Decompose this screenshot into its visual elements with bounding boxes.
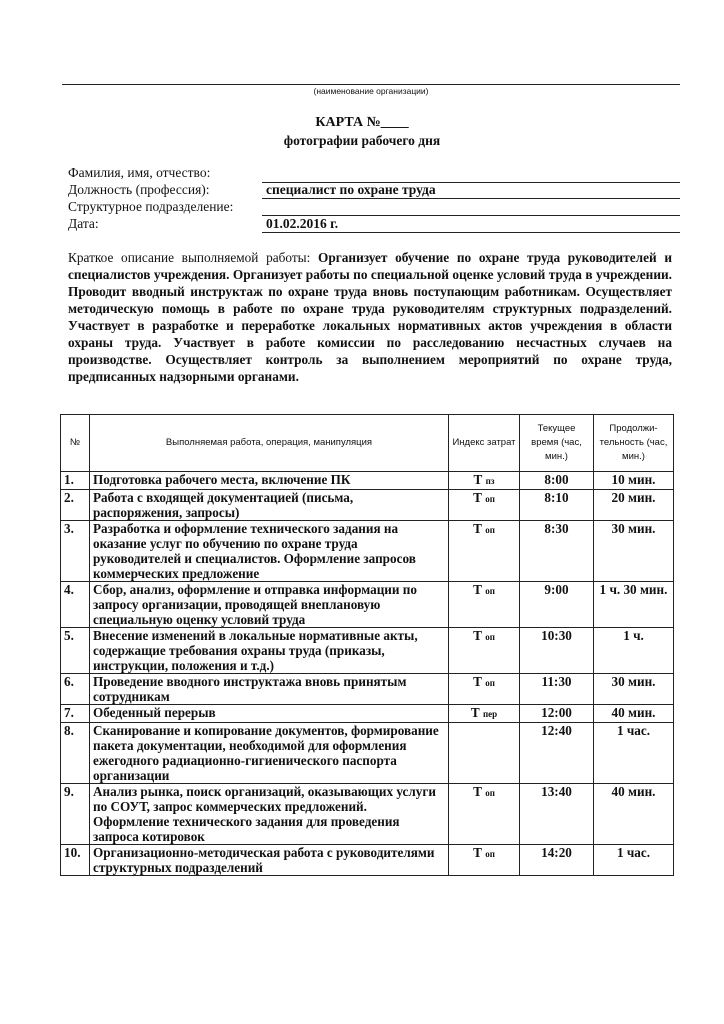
row-index <box>449 628 520 674</box>
row-number: 6. <box>61 674 90 705</box>
index-subscript: оп <box>485 849 495 859</box>
table-body <box>61 472 674 876</box>
index-subscript: оп <box>485 525 495 535</box>
row-number: 10. <box>61 845 90 876</box>
index-letter: Т <box>473 490 482 505</box>
row-time: 13:40 <box>520 784 594 845</box>
row-duration: 10 мин. <box>594 472 674 490</box>
table-row <box>61 723 674 784</box>
index-subscript: оп <box>485 678 495 688</box>
row-duration: 30 мин. <box>594 674 674 705</box>
table-row <box>61 845 674 876</box>
position-line <box>262 198 680 199</box>
row-work: Разработка и оформление технического задания на оказание услуг по обучению по охране труда руководителей и специалистов. Оформление запросов коммерческих предложение <box>90 521 449 582</box>
row-time: 12:00 <box>520 705 594 723</box>
row-number: 8. <box>61 723 90 784</box>
work-table <box>60 414 674 876</box>
index-subscript: оп <box>485 586 495 596</box>
index-letter: Т <box>473 628 482 643</box>
row-index <box>449 705 520 723</box>
index-letter: Т <box>473 472 483 487</box>
description-text: Организует обучение по охране труда руководителей и специалистов учреждения. Организует работы по специальной оценке условий труда в учреждении. Проводит вводный инструктаж по охране труда вновь поступающим работникам. Осуществляет методическую помощь в работе по охране труда руководителям структурных подразделений. Участвует в разработке и переработке локальных нормативных актов учреждения в области охраны труда. Участвует в работе комиссии по расследованию несчастных случаев на производстве. Осуществляет контроль за выполнением мероприятий по охране труда, предписанных надзорными органами. <box>68 250 672 384</box>
table-row <box>61 490 674 521</box>
row-duration: 1 час. <box>594 723 674 784</box>
row-number: 3. <box>61 521 90 582</box>
row-time: 9:00 <box>520 582 594 628</box>
row-time: 14:20 <box>520 845 594 876</box>
index-subscript: пер <box>482 709 498 719</box>
row-number: 9. <box>61 784 90 845</box>
row-work: Сбор, анализ, оформление и отправка информации по запросу организации, проводящей внеплановую специальную оценку условий труда <box>90 582 449 628</box>
row-work: Подготовка рабочего места, включение ПК <box>90 472 449 490</box>
document-subtitle: фотографии рабочего дня <box>283 133 441 148</box>
table-row <box>61 674 674 705</box>
header-num: № <box>61 415 90 472</box>
row-index <box>449 674 520 705</box>
row-work: Работа с входящей документацией (письма, распоряжения, запросы) <box>90 490 449 521</box>
header-work: Выполняемая работа, операция, манипуляция <box>90 415 449 472</box>
row-work: Анализ рынка, поиск организаций, оказывающих услуги по СОУТ, запрос коммерческих предложений. Оформление технического задания для проведения запроса котировок <box>90 784 449 845</box>
header-duration: Продолжи-тельность (час, мин.) <box>594 415 674 472</box>
row-time: 11:30 <box>520 674 594 705</box>
row-duration: 20 мин. <box>594 490 674 521</box>
date-line <box>262 232 680 233</box>
row-work: Обеденный перерыв <box>90 705 449 723</box>
row-number: 4. <box>61 582 90 628</box>
row-number: 1. <box>61 472 90 490</box>
work-description <box>68 249 672 385</box>
table-row <box>61 705 674 723</box>
index-letter: Т <box>473 521 482 536</box>
row-index <box>449 723 520 784</box>
row-index <box>449 472 520 490</box>
document-title: КАРТА №____ <box>315 115 409 130</box>
table-header-row <box>61 415 674 472</box>
row-duration: 1 час. <box>594 845 674 876</box>
fio-label: Фамилия, имя, отчество: <box>68 165 211 180</box>
row-duration: 30 мин. <box>594 521 674 582</box>
table-row <box>61 521 674 582</box>
row-index <box>449 521 520 582</box>
row-index <box>449 582 520 628</box>
index-subscript: оп <box>485 632 495 642</box>
position-value: специалист по охране труда <box>266 182 436 197</box>
header-time: Текущее время (час, мин.) <box>520 415 594 472</box>
row-time: 12:40 <box>520 723 594 784</box>
dept-label: Структурное подразделение: <box>68 199 234 214</box>
index-subscript: пз <box>485 476 495 486</box>
index-letter: Т <box>473 784 482 799</box>
index-letter: Т <box>473 674 482 689</box>
row-work: Внесение изменений в локальные нормативные акты, содержащие требования охраны труда (приказы, инструкции, положения и т.д.) <box>90 628 449 674</box>
index-subscript: оп <box>485 788 495 798</box>
row-time: 8:30 <box>520 521 594 582</box>
date-label: Дата: <box>68 216 99 231</box>
table-row <box>61 628 674 674</box>
row-index <box>449 784 520 845</box>
table-row <box>61 582 674 628</box>
description-label: Краткое описание выполняемой работы: <box>68 250 311 265</box>
index-letter: Т <box>470 705 480 720</box>
index-letter: Т <box>473 582 482 597</box>
row-duration: 40 мин. <box>594 784 674 845</box>
row-number: 5. <box>61 628 90 674</box>
position-label: Должность (профессия): <box>68 182 210 197</box>
row-index <box>449 490 520 521</box>
table-row <box>61 784 674 845</box>
row-duration: 1 ч. 30 мин. <box>594 582 674 628</box>
row-time: 8:10 <box>520 490 594 521</box>
row-work: Организационно-методическая работа с руководителями структурных подразделений <box>90 845 449 876</box>
index-letter: Т <box>473 845 482 860</box>
index-subscript: оп <box>485 494 495 504</box>
row-time: 8:00 <box>520 472 594 490</box>
row-time: 10:30 <box>520 628 594 674</box>
organization-caption: (наименование организации) <box>313 86 429 96</box>
row-work: Проведение вводного инструктажа вновь принятым сотрудникам <box>90 674 449 705</box>
header-index: Индекс затрат <box>449 415 520 472</box>
row-duration: 40 мин. <box>594 705 674 723</box>
table-row <box>61 472 674 490</box>
date-value: 01.02.2016 г. <box>266 216 339 231</box>
row-duration: 1 ч. <box>594 628 674 674</box>
organization-line <box>62 84 680 85</box>
row-number: 2. <box>61 490 90 521</box>
row-number: 7. <box>61 705 90 723</box>
row-index <box>449 845 520 876</box>
row-work: Сканирование и копирование документов, формирование пакета документации, необходимой для оформления ежегодного радиационно-гигиенического паспорта организации <box>90 723 449 784</box>
